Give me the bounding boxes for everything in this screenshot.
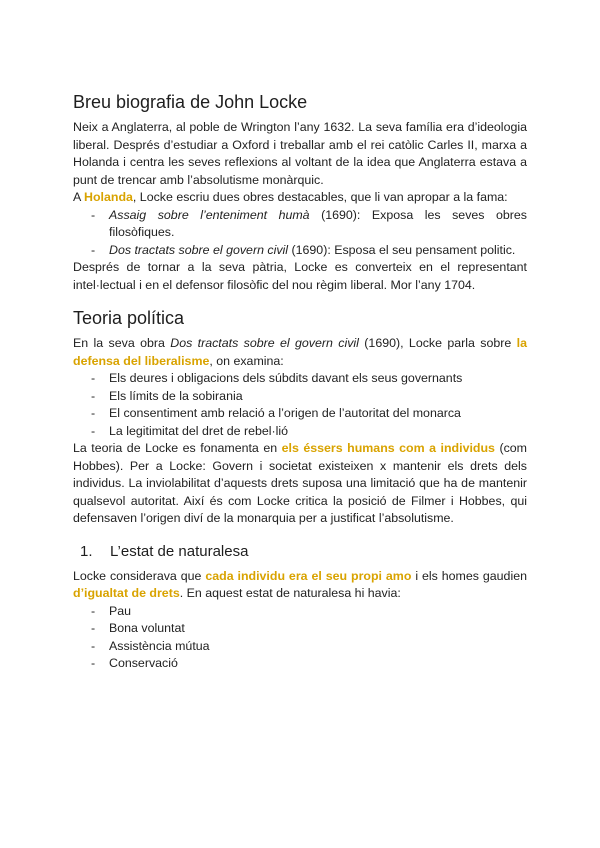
text-run: . En aquest estat de naturalesa hi havia: (179, 586, 401, 600)
list-item (73, 655, 527, 673)
list-item (73, 405, 527, 423)
bullet-dash: - (91, 242, 96, 257)
state-of-nature-list (73, 603, 527, 673)
list-item-text: Assistència mútua (109, 638, 210, 653)
state-of-nature-paragraph (73, 568, 527, 603)
text-run: En la seva obra (73, 336, 171, 350)
list-item-text: Pau (109, 603, 132, 618)
bullet-dash: - (91, 603, 96, 618)
text-run: Locke considerava que (73, 568, 206, 583)
work-title: Dos tractats sobre el govern civil (109, 242, 289, 257)
bullet-dash: - (91, 638, 96, 653)
list-item (73, 207, 527, 242)
text-run: A (73, 190, 85, 204)
text-run: , on examina: (209, 353, 284, 368)
highlight-equal-rights: d’igualtat de drets (73, 586, 180, 600)
subsection-title-state-of-nature (73, 542, 527, 562)
bullet-dash: - (91, 621, 96, 635)
list-item (73, 388, 527, 406)
text-run: , Locke escriu dues obres destacables, que li van apropar a la fama: (132, 190, 508, 204)
work-description: (1690): Esposa el seu pensament politic. (288, 242, 516, 257)
list-item-text: Conservació (109, 656, 178, 670)
list-item (73, 638, 527, 656)
section-title-political-theory: Teoria política (73, 308, 185, 328)
highlight-individuals: els éssers humans com a individus (281, 441, 495, 455)
political-paragraph-2 (73, 440, 527, 528)
political-paragraph-1 (73, 335, 527, 370)
highlight-holanda: Holanda (84, 190, 133, 204)
biography-paragraph-3: Després de tornar a la seva pàtria, Locke es converteix en el representant intel·lectual i en el defensor filosòfic del nou règim liberal. Mor l’any 1704. (73, 260, 527, 292)
list-item (73, 603, 527, 621)
list-item-text: Els deures i obligacions dels súbdits davant els seus governants (109, 371, 463, 385)
list-item (73, 242, 527, 260)
bullet-dash: - (91, 656, 96, 670)
biography-paragraph-1: Neix a Anglaterra, al poble de Wrington l’any 1632. La seva família era d’ideologia liberal. Després d’estudiar a Oxford i treballar amb el rei catòlic Carles II, marxa a Holanda i centra les seves reflexions al voltant de la idea que Anglaterra estava a punt de trencar amb l’absolutisme monàrquic. (73, 120, 527, 187)
subsection-title-text: L’estat de naturalesa (110, 542, 249, 560)
highlight-liberalism: la defensa del liberalisme (73, 336, 527, 368)
text-run: La teoria de Locke es fonamenta en (73, 441, 282, 455)
list-item-text: La legitimitat del dret de rebel·lió (109, 423, 289, 438)
bullet-dash: - (91, 388, 96, 403)
bullet-dash: - (91, 406, 96, 420)
list-item (73, 620, 527, 638)
subsection-number: 1. (80, 542, 93, 560)
examined-topics-list (73, 370, 527, 440)
bullet-dash: - (91, 207, 96, 222)
bullet-dash: - (91, 371, 96, 385)
text-run: (com Hobbes). Per a Locke: Govern i societat existeixen x mantenir els drets dels individus. La inviolabilitat d’aquests drets suposa una limitació que ha de mantenir qualsevol autoritat. Així és com Locke critica la posició de Filmer i Hobbes, qui defensaven l’origen diví de la monarquia per a justificat l’absolutisme. (73, 441, 527, 525)
text-run: (1690), Locke parla sobre (358, 336, 517, 350)
document-content (73, 88, 527, 673)
list-item-text: Els límits de la sobirania (109, 388, 243, 403)
work-title: Assaig sobre l’enteniment humà (109, 207, 310, 222)
section-title-biography: Breu biografia de John Locke (73, 92, 308, 112)
list-item-text: Bona voluntat (109, 621, 185, 635)
list-item (73, 370, 527, 388)
work-description: (1690): Exposa les seves obres filosòfiques. (109, 207, 527, 239)
highlight-own-master: cada individu era el seu propi amo (205, 568, 412, 583)
biography-paragraph-2 (73, 189, 527, 207)
bullet-dash: - (91, 423, 96, 438)
works-list (73, 207, 527, 260)
work-title: Dos tractats sobre el govern civil (170, 336, 359, 350)
list-item-text: El consentiment amb relació a l’origen de l’autoritat del monarca (109, 406, 461, 420)
text-run: i els homes gaudien (411, 568, 527, 583)
list-item (73, 423, 527, 441)
